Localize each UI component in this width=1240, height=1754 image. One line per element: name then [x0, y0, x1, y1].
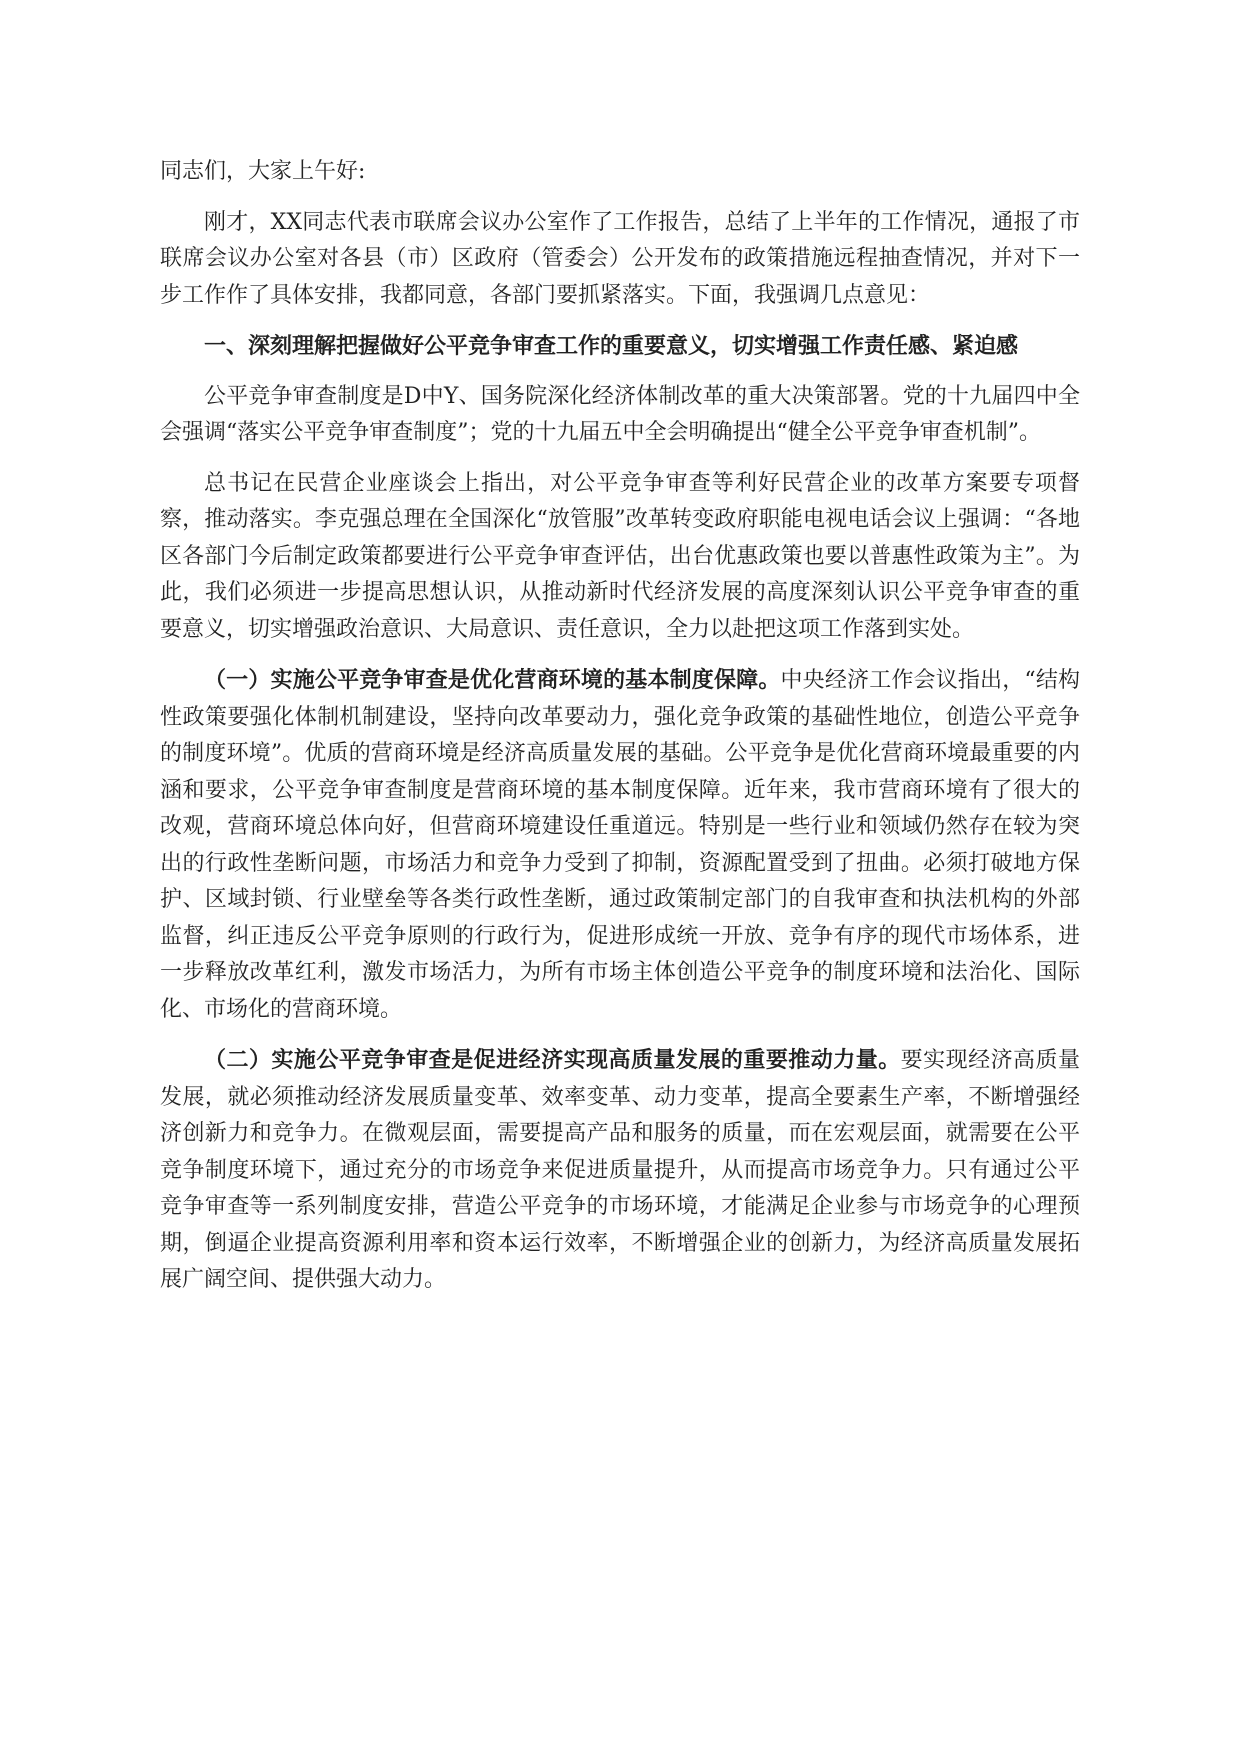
subsection-2-lead: （二）实施公平竞争审查是促进经济实现高质量发展的重要推动力量。 — [204, 1047, 901, 1073]
speech-text — [160, 154, 1080, 1313]
subsection-2-paragraph — [160, 1042, 1080, 1299]
paragraph-1: 公平竞争审查制度是D中Y、国务院深化经济体制改革的重大决策部署。党的十九届四中全会强调“落实公平竞争审查制度”；党的十九届五中全会明确提出“健全公平竞争审查机制”。 — [160, 383, 1080, 445]
paragraph-2: 总书记在民营企业座谈会上指出，对公平竞争审查等利好民营企业的改革方案要专项督察，推动落实。李克强总理在全国深化“放管服”改革转变政府职能电视电话会议上强调：“各地区各部门今后制定政策都要进行公平竞争审查评估，出台优惠政策也要以普惠性政策为主”。为此，我们必须进一步提高思想认识，从推动新时代经济发展的高度深刻认识公平竞争审查的重要意义，切实增强政治意识、大局意识、责任意识，全力以赴把这项工作落到实处。 — [160, 470, 1080, 642]
subsection-1-lead: （一）实施公平竞争审查是优化营商环境的基本制度保障。 — [204, 667, 781, 693]
section-1-heading: 一、深刻理解把握做好公平竞争审查工作的重要意义，切实增强工作责任感、紧迫感 — [204, 333, 1019, 359]
greeting: 同志们，大家上午好: — [160, 159, 366, 184]
intro-paragraph: 刚才，XX同志代表市联席会议办公室作了工作报告，总结了上半年的工作情况，通报了市联席会议办公室对各县（市）区政府（管委会）公开发布的政策措施远程抽查情况，并对下一步工作作了具体安排，我都同意，各部门要抓紧落实。下面，我强调几点意见： — [160, 209, 1080, 308]
subsection-2-body: 要实现经济高质量发展，就必须推动经济发展质量变革、效率变革、动力变革，提高全要素生产率，不断增强经济创新力和竞争力。在微观层面，需要提高产品和服务的质量，而在宏观层面，就需要在公平竞争制度环境下，通过充分的市场竞争来促进质量提升，从而提高市场竞争力。只有通过公平竞争审查等一系列制度安排，营造公平竞争的市场环境，才能满足企业参与市场竞争的心理预期，倒逼企业提高资源利用率和资本运行效率，不断增强企业的创新力，为经济高质量发展拓展广阔空间、提供强大动力。 — [160, 1048, 1080, 1292]
subsection-1-body: 中央经济工作会议指出，“结构性政策要强化体制机制建设，坚持向改革要动力，强化竞争政策的基础性地位，创造公平竞争的制度环境”。优质的营商环境是经济高质量发展的基础。公平竞争是优化营商环境最重要的内涵和要求，公平竞争审查制度是营商环境的基本制度保障。近年来，我市营商环境有了很大的改观，营商环境总体向好，但营商环境建设任重道远。特别是一些行业和领域仍然存在较为突出的行政性垄断问题，市场活力和竞争力受到了抑制，资源配置受到了扭曲。必须打破地方保护、区域封锁、行业壁垒等各类行政性垄断，通过政策制定部门的自我审查和执法机构的外部监督，纠正违反公平竞争原则的行政行为，促进形成统一开放、竞争有序的现代市场体系，进一步释放改革红利，激发市场活力，为所有市场主体创造公平竞争的制度环境和法治化、国际化、市场化的营商环境。 — [160, 668, 1080, 1022]
subsection-1-paragraph — [160, 662, 1080, 1028]
